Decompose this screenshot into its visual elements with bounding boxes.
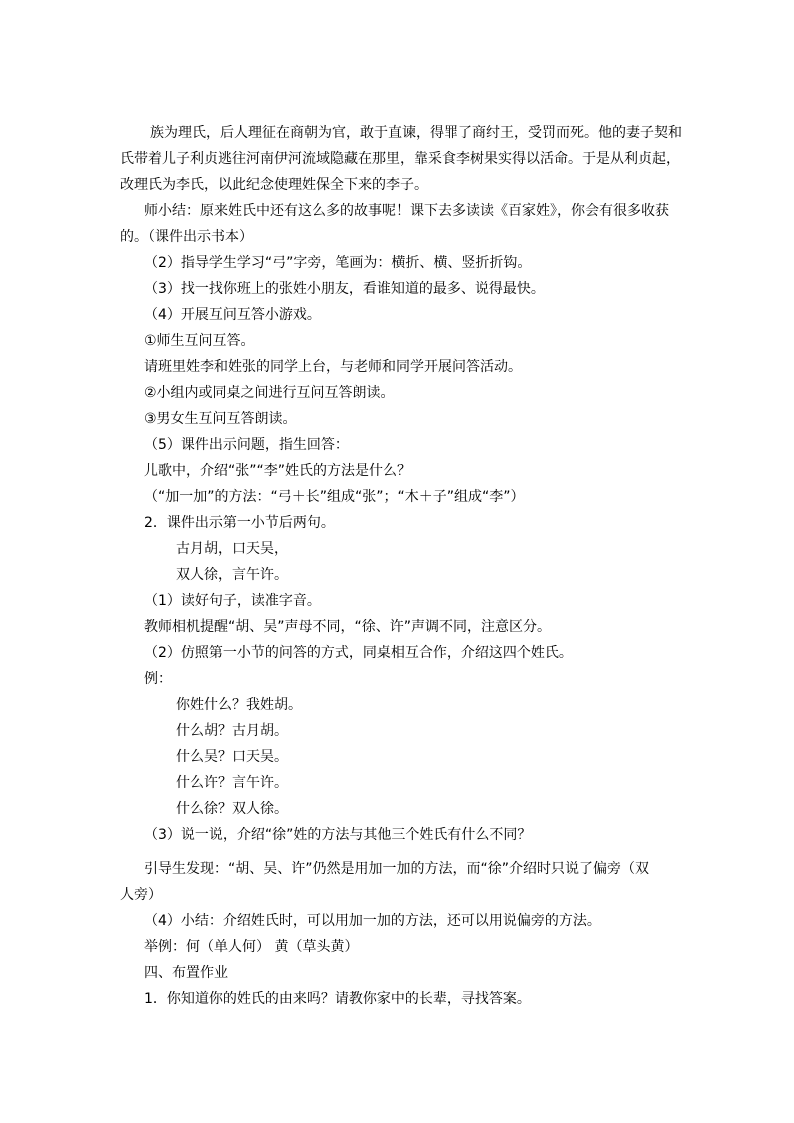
paragraph-line: （1）读好句子，读准字音。 (144, 593, 321, 609)
paragraph-line: 请班里姓李和姓张的同学上台，与老师和同学开展问答活动。 (144, 359, 522, 375)
paragraph-line: 族为理氏，后人理征在商朝为官，敢于直谏，得罪了商纣王，受罚而死。他的妻子契和 (150, 125, 682, 141)
paragraph-line: 什么徐？双人徐。 (176, 801, 288, 817)
section-heading: 四、布置作业 (144, 965, 228, 981)
paragraph-line: （3）找一找你班上的张姓小朋友，看谁知道的最多、说得最快。 (144, 281, 545, 297)
paragraph-line: 改理氏为李氏，以此纪念使理姓保全下来的李子。 (120, 177, 428, 193)
paragraph-line: （2）仿照第一小节的问答的方式，同桌相互合作，介绍这四个姓氏。 (144, 645, 573, 661)
paragraph-line: （2）指导学生学习“弓”字旁，笔画为：横折、横、竖折折钩。 (144, 255, 532, 271)
paragraph-line: 引导生发现：“胡、吴、许”仍然是用加一加的方法，而“徐”介绍时只说了偏旁（双 (144, 861, 650, 877)
paragraph-line: 儿歌中，介绍“张”“李”姓氏的方法是什么？ (144, 463, 412, 479)
paragraph-line: ②小组内或同桌之间进行互问互答朗读。 (144, 385, 395, 401)
paragraph-line: 人旁） (120, 887, 162, 903)
paragraph-line: 你姓什么？我姓胡。 (176, 697, 302, 713)
paragraph-line: （“加一加”的方法：“弓＋长”组成“张”；“木＋子”组成“李”） (144, 489, 525, 505)
paragraph-line: （3）说一说，介绍“徐”姓的方法与其他三个姓氏有什么不同？ (144, 827, 532, 843)
paragraph-line: 氏带着儿子利贞逃往河南伊河流域隐藏在那里，靠采食李树果实得以活命。于是从利贞起， (120, 151, 680, 167)
paragraph-line: 什么吴？口天吴。 (176, 749, 288, 765)
paragraph-line: 双人徐，言午许。 (176, 567, 288, 583)
paragraph-line: 举例：何（单人何） 黄（草头黄） (144, 939, 359, 955)
paragraph-line: （5）课件出示问题，指生回答： (144, 437, 349, 453)
paragraph-line: 什么胡？古月胡。 (176, 723, 288, 739)
paragraph-line: 例： (144, 671, 172, 687)
paragraph-line: 古月胡，口天吴， (176, 541, 288, 557)
paragraph-line: （4）小结：介绍姓氏时，可以用加一加的方法，还可以用说偏旁的方法。 (144, 913, 601, 929)
paragraph-line: （4）开展互问互答小游戏。 (144, 307, 321, 323)
paragraph-line: ①师生互问互答。 (144, 333, 255, 349)
paragraph-line: 师小结：原来姓氏中还有这么多的故事呢！课下去多读读《百家姓》，你会有很多收获 (144, 203, 669, 219)
paragraph-line: 2．课件出示第一小节后两句。 (144, 515, 335, 531)
paragraph-line: 教师相机提醒“胡、吴”声母不同，“徐、许”声调不同，注意区分。 (144, 619, 552, 635)
paragraph-line: 什么许？言午许。 (176, 775, 288, 791)
paragraph-line: 1．你知道你的姓氏的由来吗？请教你家中的长辈，寻找答案。 (144, 991, 531, 1007)
paragraph-line: ③男女生互问互答朗读。 (144, 411, 297, 427)
paragraph-line: 的。（课件出示书本） (120, 229, 253, 245)
